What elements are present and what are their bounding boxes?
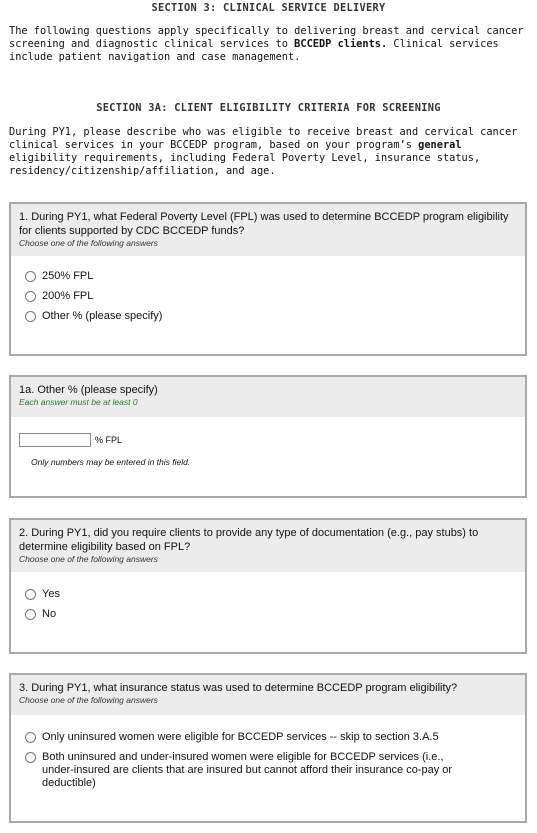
section-3a-intro — [9, 126, 529, 178]
question-1a-header — [11, 377, 525, 417]
section-3-intro-part1: The following questions apply specifically to delivering breast and cervical cancer screening and diagnostic clinical services to — [9, 25, 524, 50]
q1-option-other[interactable] — [25, 310, 525, 323]
q3-option-uninsured[interactable] — [25, 731, 525, 744]
question-1-options — [11, 256, 525, 323]
question-2-header — [11, 520, 525, 572]
section-3a-intro-part2: eligibility requirements, including Federal Poverty Level, insurance status, residency/citizenship/affiliation, and age. — [9, 152, 481, 177]
question-1a-box — [9, 375, 527, 498]
section-3-intro-bold: BCCEDP clients. — [294, 38, 388, 50]
q2-option-yes-label: Yes — [42, 588, 60, 600]
q3-option-under-insured[interactable] — [25, 751, 525, 790]
question-3-text: 3. During PY1, what insurance status was used to determine BCCEDP program eligibility? — [19, 682, 458, 694]
section-3-intro — [9, 25, 529, 64]
question-1-box — [9, 202, 527, 356]
question-2-box — [9, 518, 527, 654]
question-1-hint: Choose one of the following answers — [19, 238, 158, 248]
numbers-only-note: Only numbers may be entered in this field. — [31, 457, 191, 467]
question-3-box — [9, 673, 527, 823]
section-3-intro-part2: Clinical services include patient navigation and case management. — [9, 38, 499, 63]
section-3a-intro-part1: During PY1, please describe who was eligible to receive breast and cervical cancer clinical services in your BCCEDP program, based on your program’s — [9, 126, 518, 151]
q1-option-250-label: 250% FPL — [42, 270, 94, 282]
question-3-header — [11, 675, 525, 715]
other-fpl-input[interactable] — [19, 433, 91, 447]
fpl-unit-label: % FPL — [95, 434, 123, 445]
section-3a-title: SECTION 3A: CLIENT ELIGIBILITY CRITERIA FOR SCREENING — [96, 102, 441, 114]
radio-button-icon[interactable] — [25, 271, 36, 282]
q1-option-other-label: Other % (please specify) — [42, 310, 163, 322]
question-3-options — [11, 715, 525, 790]
q3-option-under-insured-label: Both uninsured and under-insured women were eligible for BCCEDP services (i.e., under-insured are clients that are insured but cannot afford their insurance co-pay or deductible) — [42, 751, 453, 789]
section-3a-intro-bold: general — [418, 139, 462, 151]
question-3-hint: Choose one of the following answers — [19, 695, 158, 705]
radio-button-icon[interactable] — [25, 291, 36, 302]
section-3-title: SECTION 3: CLINICAL SERVICE DELIVERY — [151, 2, 386, 14]
question-1-header — [11, 204, 525, 256]
q1-option-200[interactable] — [25, 290, 525, 303]
question-2-options — [11, 572, 525, 621]
radio-button-icon[interactable] — [25, 589, 36, 600]
question-1a-body — [11, 417, 525, 467]
q2-option-no[interactable] — [25, 608, 525, 621]
question-1a-text: 1a. Other % (please specify) — [19, 384, 158, 396]
question-1-text: 1. During PY1, what Federal Poverty Level (FPL) was used to determine BCCEDP program eligibility for clients supported by CDC BCCEDP funds? — [19, 211, 509, 237]
radio-button-icon[interactable] — [25, 609, 36, 620]
q2-option-yes[interactable] — [25, 588, 525, 601]
question-1a-hint: Each answer must be at least 0 — [19, 397, 138, 407]
radio-button-icon[interactable] — [25, 752, 36, 763]
q1-option-200-label: 200% FPL — [42, 290, 94, 302]
q2-option-no-label: No — [42, 608, 57, 620]
q3-option-uninsured-label: Only uninsured women were eligible for BCCEDP services -- skip to section 3.A.5 — [42, 731, 439, 743]
question-2-text: 2. During PY1, did you require clients to provide any type of documentation (e.g., pay stubs) to determine eligibility based on FPL? — [19, 527, 479, 553]
radio-button-icon[interactable] — [25, 311, 36, 322]
radio-button-icon[interactable] — [25, 732, 36, 743]
q1-option-250[interactable] — [25, 270, 525, 283]
question-2-hint: Choose one of the following answers — [19, 554, 158, 564]
